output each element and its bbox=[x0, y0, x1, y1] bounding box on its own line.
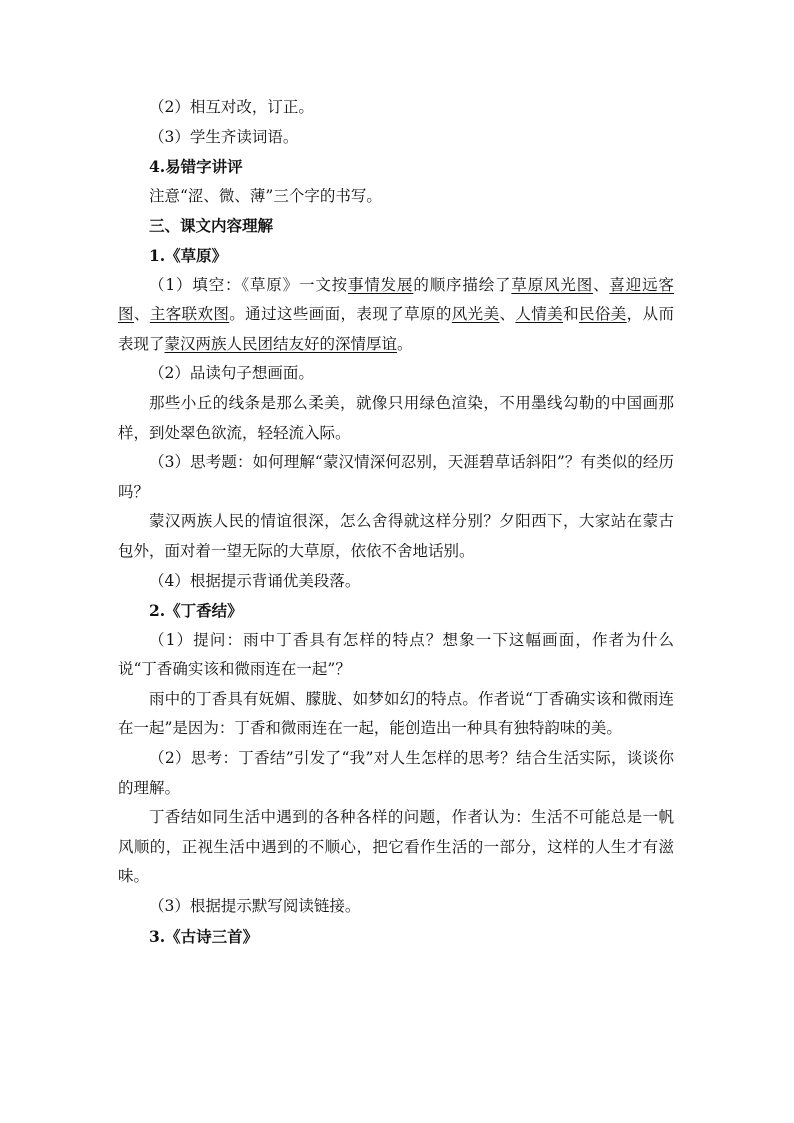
fill-answer: 民俗美 bbox=[578, 305, 627, 324]
paragraph-dingxiang-q1: （1）提问：雨中丁香具有怎样的特点？想象一下这幅画面，作者为什么说“丁香确实该和微雨连在一起”？ bbox=[118, 630, 674, 679]
paragraph-caoyuan-q3: （3）思考题：如何理解“蒙汉情深何忍别，天涯碧草话斜阳”？有类似的经历吗？ bbox=[118, 453, 674, 501]
paragraph-dingxiang-a2: 丁香结如同生活中遇到的各种各样的问题，作者认为：生活不可能总是一帆风顺的，正视生活中遇到的不顺心，把它看作生活的一部分，这样的人生才有滋味。 bbox=[118, 808, 674, 886]
fill-text: 的顺序描绘了 bbox=[413, 275, 512, 294]
paragraph-correct: （2）相互对改，订正。 bbox=[149, 98, 314, 116]
paragraph-caoyuan-a3: 蒙汉两族人民的情谊很深，怎么舍得就这样分别？夕阳西下，大家站在蒙古包外，面对着一望无际的大草原，依依不舍地话别。 bbox=[118, 512, 674, 560]
fill-answer: 草原风光图 bbox=[511, 275, 594, 294]
fill-answer: 人情美 bbox=[515, 305, 564, 324]
heading-text-understanding: 三、课文内容理解 bbox=[149, 216, 274, 236]
fill-text: 、 bbox=[593, 275, 610, 294]
heading-caoyuan: 1.《草原》 bbox=[149, 245, 228, 265]
paragraph-caoyuan-a2: 那些小丘的线条是那么柔美，就像只用绿色渲染，不用墨线勾勒的中国画那样，到处翠色欲流，轻轻流入际。 bbox=[118, 393, 674, 442]
fill-text: 。通过这些画面，表现了草原的 bbox=[229, 305, 452, 324]
heading-error-chars: 4.易错字讲评 bbox=[149, 157, 243, 177]
fill-text: （1）填空：《草原》一文按 bbox=[149, 275, 348, 294]
heading-gushi: 3.《古诗三首》 bbox=[149, 926, 259, 946]
paragraph-caoyuan-q2: （2）品读句子想画面。 bbox=[149, 364, 314, 383]
document-page bbox=[118, 93, 674, 951]
fill-answer: 喜迎远客图 bbox=[118, 275, 674, 324]
paragraph-note-chars: 注意“涩、微、薄”三个字的书写。 bbox=[149, 186, 382, 205]
paragraph-dingxiang-a1: 雨中的丁香具有妩媚、朦胧、如梦如幻的特点。作者说“丁香确实该和微雨连在一起”是因为：丁香和微雨连在一起，能创造出一种具有独特韵味的美。 bbox=[118, 689, 674, 738]
fill-text: 和 bbox=[563, 305, 579, 324]
fill-text: 、 bbox=[133, 305, 150, 324]
paragraph-caoyuan-q4: （4）根据提示背诵优美段落。 bbox=[149, 571, 361, 590]
paragraph-dingxiang-q2: （2）思考：丁香结”引发了“我”对人生怎样的思考？结合生活实际，谈谈你的理解。 bbox=[118, 749, 674, 797]
heading-dingxiang: 2.《丁香结》 bbox=[149, 601, 243, 621]
fill-text: 。 bbox=[397, 334, 413, 353]
fill-answer: 蒙汉两族人民团结友好的深情厚谊 bbox=[164, 334, 398, 353]
fill-answer: 主客联欢图 bbox=[149, 305, 230, 324]
paragraph-read-aloud: （3）学生齐读词语。 bbox=[149, 127, 299, 146]
fill-text: ，从而表现了 bbox=[118, 305, 674, 353]
fill-answer: 事情发展 bbox=[348, 275, 414, 294]
paragraph-dingxiang-q3: （3）根据提示默写阅读链接。 bbox=[149, 897, 361, 916]
fill-answer: 风光美 bbox=[451, 305, 500, 324]
paragraph-caoyuan-fill bbox=[118, 271, 674, 360]
fill-text: 、 bbox=[499, 305, 516, 324]
